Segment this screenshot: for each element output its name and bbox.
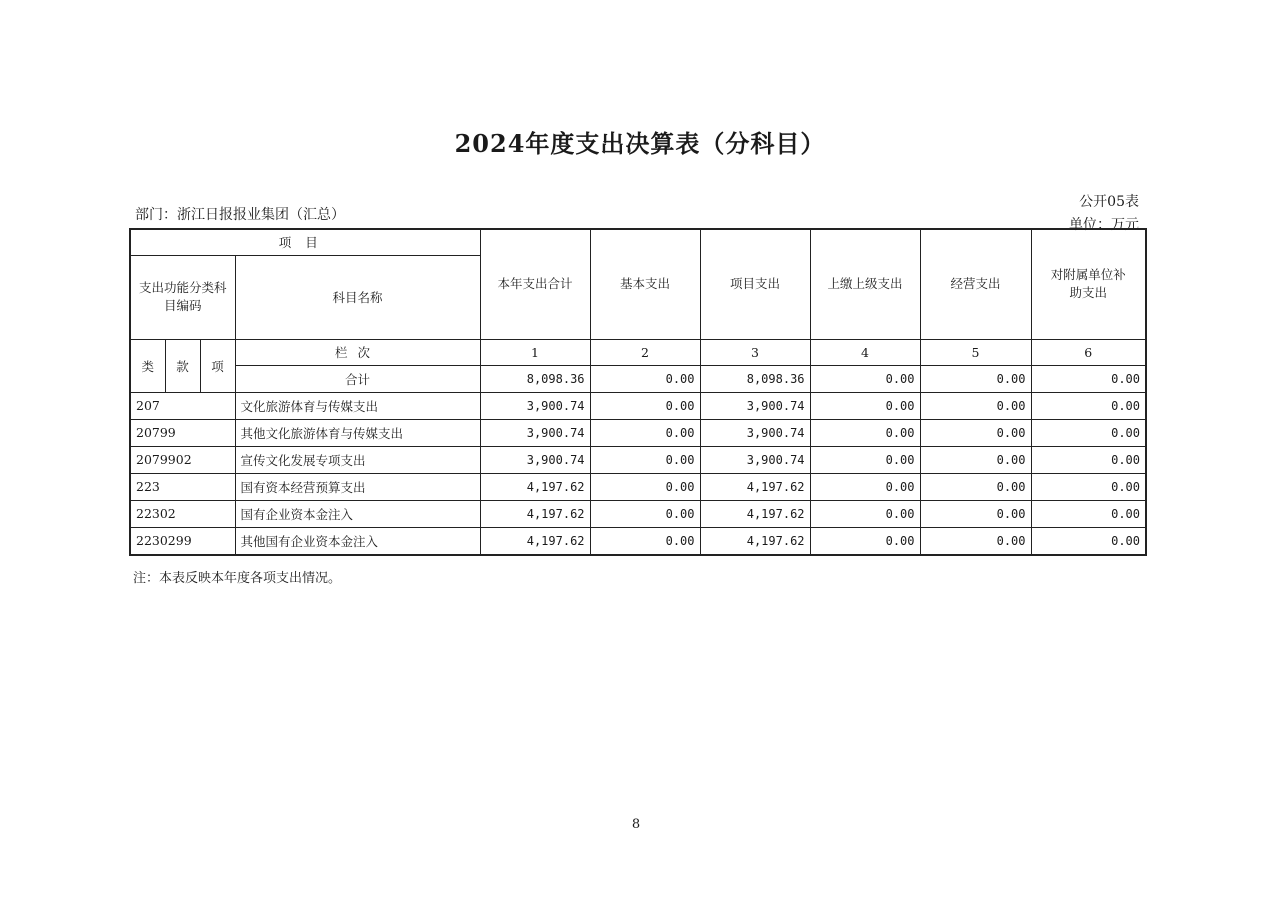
cell-value: 0.00	[920, 392, 1031, 419]
col-header-1: 本年支出合计	[480, 229, 590, 339]
total-row	[130, 365, 1146, 392]
col-header-3: 项目支出	[700, 229, 810, 339]
cell-value: 0.00	[590, 500, 700, 527]
table-row	[130, 527, 1146, 555]
total-value: 8,098.36	[480, 365, 590, 392]
subject-code: 2079902	[130, 446, 235, 473]
cell-value: 0.00	[590, 527, 700, 555]
header-lanci: 栏次	[235, 339, 480, 365]
cell-value: 0.00	[1031, 446, 1146, 473]
total-value: 0.00	[590, 365, 700, 392]
cell-value: 0.00	[1031, 500, 1146, 527]
cell-value: 4,197.62	[480, 527, 590, 555]
col-number-4: 4	[810, 339, 920, 365]
page-title: 2024年度支出决算表（分科目）	[454, 129, 826, 158]
header-lei: 类	[130, 339, 165, 392]
cell-value: 0.00	[1031, 419, 1146, 446]
col-number-1: 1	[480, 339, 590, 365]
table-row	[130, 392, 1146, 419]
cell-value: 0.00	[920, 527, 1031, 555]
cell-value: 0.00	[1031, 392, 1146, 419]
cell-value: 4,197.62	[700, 527, 810, 555]
cell-value: 0.00	[1031, 527, 1146, 555]
subject-name: 国有企业资本金注入	[235, 500, 480, 527]
cell-value: 0.00	[590, 446, 700, 473]
subject-name: 其他文化旅游体育与传媒支出	[235, 419, 480, 446]
col-header-2: 基本支出	[590, 229, 700, 339]
cell-value: 4,197.62	[480, 473, 590, 500]
col-number-3: 3	[700, 339, 810, 365]
page-number: 8	[631, 817, 641, 832]
col-number-2: 2	[590, 339, 700, 365]
form-code: 公开05表	[1079, 194, 1139, 210]
cell-value: 3,900.74	[700, 419, 810, 446]
col-number-5: 5	[920, 339, 1031, 365]
cell-value: 0.00	[810, 392, 920, 419]
cell-value: 3,900.74	[700, 446, 810, 473]
cell-value: 0.00	[590, 419, 700, 446]
total-value: 0.00	[810, 365, 920, 392]
cell-value: 0.00	[590, 392, 700, 419]
cell-value: 0.00	[920, 446, 1031, 473]
subject-code: 223	[130, 473, 235, 500]
subject-code: 22302	[130, 500, 235, 527]
table-row	[130, 500, 1146, 527]
cell-value: 0.00	[810, 500, 920, 527]
cell-value: 3,900.74	[480, 419, 590, 446]
cell-value: 4,197.62	[700, 473, 810, 500]
header-name: 科目名称	[235, 255, 480, 339]
header-kuan: 款	[165, 339, 200, 392]
cell-value: 0.00	[810, 446, 920, 473]
subject-name: 宣传文化发展专项支出	[235, 446, 480, 473]
cell-value: 0.00	[920, 419, 1031, 446]
cell-value: 0.00	[810, 419, 920, 446]
department-label: 部门：浙江日报报业集团（汇总）	[135, 207, 345, 223]
header-xiang: 项	[200, 339, 235, 392]
total-value: 8,098.36	[700, 365, 810, 392]
cell-value: 3,900.74	[480, 446, 590, 473]
col-number-6: 6	[1031, 339, 1146, 365]
cell-value: 4,197.62	[480, 500, 590, 527]
total-label: 合计	[235, 365, 480, 392]
subject-name: 国有资本经营预算支出	[235, 473, 480, 500]
cell-value: 3,900.74	[480, 392, 590, 419]
col-header-5: 经营支出	[920, 229, 1031, 339]
cell-value: 0.00	[920, 473, 1031, 500]
subject-code: 20799	[130, 419, 235, 446]
table-row	[130, 473, 1146, 500]
total-value: 0.00	[1031, 365, 1146, 392]
subject-name: 其他国有企业资本金注入	[235, 527, 480, 555]
header-item: 项目	[130, 229, 480, 255]
cell-value: 0.00	[810, 527, 920, 555]
cell-value: 3,900.74	[700, 392, 810, 419]
table-row	[130, 446, 1146, 473]
header-code: 支出功能分类科目编码	[130, 255, 235, 339]
expenditure-table	[129, 228, 1147, 556]
table-note: 注：本表反映本年度各项支出情况。	[133, 571, 342, 586]
subject-code: 207	[130, 392, 235, 419]
col-header-6: 对附属单位补助支出	[1031, 229, 1146, 339]
cell-value: 0.00	[590, 473, 700, 500]
cell-value: 0.00	[920, 500, 1031, 527]
cell-value: 4,197.62	[700, 500, 810, 527]
subject-code: 2230299	[130, 527, 235, 555]
total-value: 0.00	[920, 365, 1031, 392]
subject-name: 文化旅游体育与传媒支出	[235, 392, 480, 419]
cell-value: 0.00	[1031, 473, 1146, 500]
col-header-4: 上缴上级支出	[810, 229, 920, 339]
table-row	[130, 419, 1146, 446]
unit-label: 单位：万元	[1069, 217, 1139, 233]
cell-value: 0.00	[810, 473, 920, 500]
